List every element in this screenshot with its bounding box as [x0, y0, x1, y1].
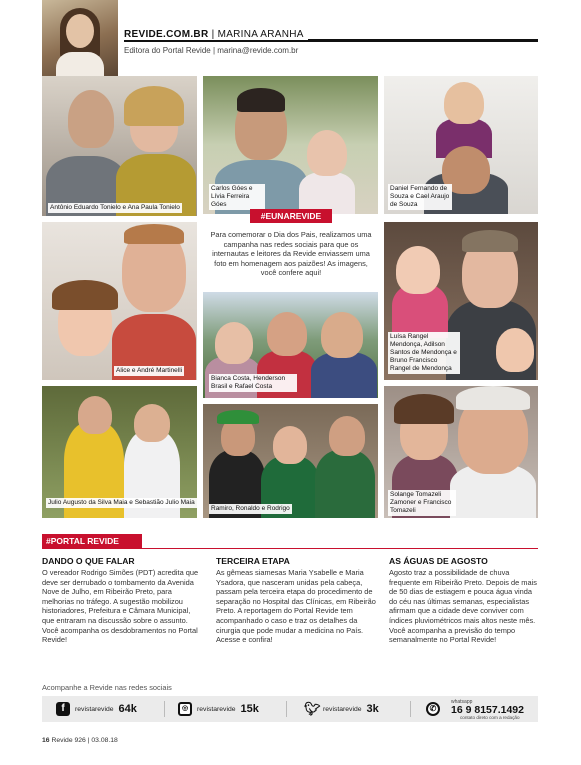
twitter-icon: 🐦︎	[304, 701, 321, 716]
twitter-count: 3k	[366, 703, 379, 715]
social-bar	[42, 696, 538, 722]
news-text: O vereador Rodrigo Simões (PDT) acredita que deve ser derrubado o tombamento da Avenida Nove de Julho, em Ribeirão Preto, para melhorias no tráfego. A sugestão mobilizou historiadores, Prefeitura e Câmara Municipal, que entraram na discussão sobre o assunto. Você acompanha os desdobramentos no Portal Revide!	[42, 568, 199, 645]
caption-6: Luísa Rangel Mendonça, Adilson Santos de Mendonça e Bruno Francisco Rangel de Mendonça	[388, 332, 460, 374]
divider	[286, 701, 287, 717]
news-column-3	[389, 556, 539, 645]
news-column-1	[42, 556, 202, 645]
photo-4	[42, 222, 197, 380]
portal-rule	[42, 548, 538, 549]
caption-5: Bianca Costa, Henderson Brasil e Rafael Costa	[209, 374, 297, 392]
twitter-link[interactable]	[304, 696, 379, 722]
hashtag-badge: #EUNAREVIDE	[250, 209, 332, 223]
photo-9	[384, 386, 538, 518]
photo-5	[203, 292, 378, 398]
whatsapp-icon: ✆	[426, 702, 440, 716]
news-text: As gêmeas siamesas Maria Ysabelle e Maria Ysadora, que nasceram unidas pela cabeça, passam pela terceira etapa do procedimento de separação no Hospital das Clínicas, em Ribeirão Preto. A reportagem do Portal Revide tem acompanhado o caso e traz os detalhes da cirurgia que pode mudar a medicina no País. Acesse e confira!	[216, 568, 376, 645]
news-title: TERCEIRA ETAPA	[216, 556, 290, 566]
instagram-count: 15k	[240, 703, 259, 715]
news-text: Agosto traz a possibilidade de chuva frequente em Ribeirão Preto. Depois de mais de 50 dias de estiagem e pouca água vinda do céu nas últimas semanas, especialistas afirmam que a cidade deve conviver com índices pluviométricos mais altos neste mês. Você acompanha a previsão do tempo semanalmente no Portal Revide!	[389, 568, 537, 645]
site-name: REVIDE.COM.BR	[124, 29, 209, 40]
photo-2	[203, 76, 378, 214]
caption-3: Daniel Fernando de Souza e Cael Araujo de Souza	[388, 184, 452, 210]
header-title	[124, 29, 308, 40]
twitter-handle: revistarevide	[323, 705, 362, 713]
facebook-icon: f	[56, 702, 70, 716]
facebook-count: 64k	[118, 703, 137, 715]
instagram-icon: ◎	[178, 702, 192, 716]
photo-6	[384, 222, 538, 380]
photo-1	[42, 76, 197, 216]
intro-text: Para comemorar o Dia dos Pais, realizamos uma campanha nas redes sociais para que os internautas e leitores da Revide enviassem uma foto em homenagem aos paizões! As imagens, você confere aqui!	[210, 230, 372, 278]
divider	[164, 701, 165, 717]
caption-9: Solange Tomazeli Zamoner e Francisco Tomazeli	[388, 490, 456, 516]
page-number: 16	[42, 737, 50, 744]
issue-info: Revide 926 | 03.08.18	[51, 737, 118, 744]
photo-7	[42, 386, 197, 518]
author-name: MARINA ARANHA	[217, 29, 304, 40]
header-separator: |	[211, 29, 215, 40]
instagram-handle: revistarevide	[197, 705, 236, 713]
social-title: Acompanhe a Revide nas redes sociais	[42, 683, 172, 692]
whatsapp-subtitle: contato direto com a redação	[460, 715, 520, 720]
instagram-link[interactable]	[178, 696, 259, 722]
caption-1: Antônio Eduardo Tonielo e Ana Paula Tonielo	[50, 204, 180, 211]
photo-3	[384, 76, 538, 214]
news-title: DANDO O QUE FALAR	[42, 556, 135, 566]
divider	[410, 701, 411, 717]
caption-2: Carlos Góes e Lívia Ferreira Góes	[209, 184, 265, 210]
news-column-2	[216, 556, 376, 645]
facebook-link[interactable]	[56, 696, 137, 722]
news-title: AS ÁGUAS DE AGOSTO	[389, 556, 488, 566]
portal-badge: #PORTAL REVIDE	[42, 534, 142, 549]
whatsapp-number: 16 9 8157.1492	[451, 704, 524, 716]
caption-7: Julio Augusto da Silva Maia e Sebastião Julio Maia	[48, 499, 195, 506]
author-subtitle: Editora do Portal Revide | marina@revide.com.br	[124, 46, 299, 55]
caption-4: Alice e André Martinelli	[116, 367, 183, 374]
whatsapp-link[interactable]	[426, 696, 536, 722]
page-footer	[42, 737, 118, 744]
photo-8	[203, 404, 378, 518]
author-photo	[42, 0, 118, 76]
facebook-handle: revistarevide	[75, 705, 114, 713]
whatsapp-label: whatsapp	[451, 699, 473, 705]
caption-8: Ramiro, Ronaldo e Rodrigo	[211, 505, 290, 512]
